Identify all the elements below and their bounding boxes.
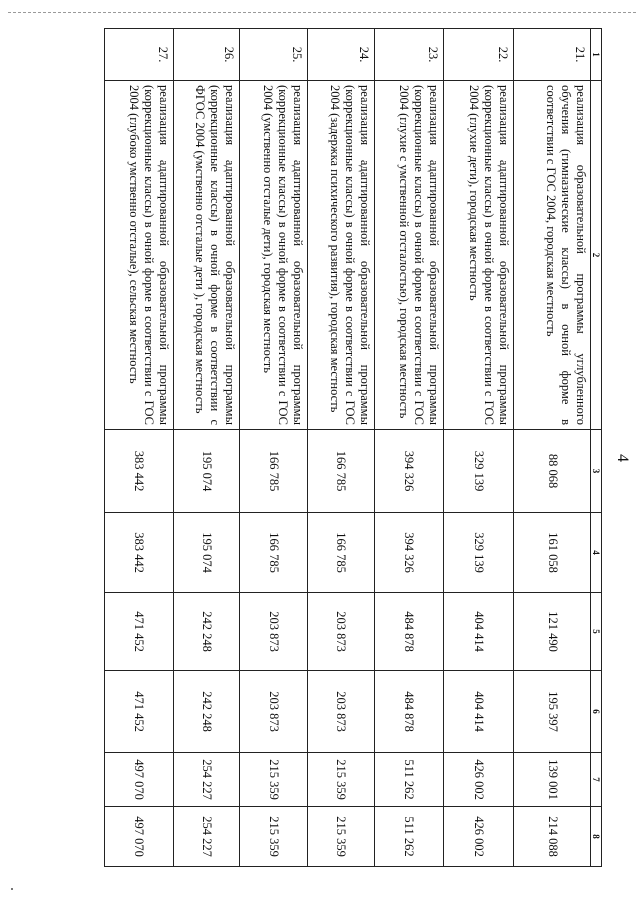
table-row: [308, 29, 375, 867]
value-cell: 242 248: [173, 593, 240, 671]
value-cell: 471 452: [105, 671, 174, 753]
value-cell: 166 785: [240, 513, 308, 593]
value-cell: 215 359: [308, 807, 375, 867]
value-cell: 329 139: [444, 430, 514, 513]
value-cell: 497 070: [105, 807, 174, 867]
header-col-5: 5: [591, 593, 602, 671]
row-number: 25.: [240, 29, 308, 81]
table-row: [514, 29, 591, 867]
value-cell: 426 002: [444, 753, 514, 807]
table-row: [444, 29, 514, 867]
value-cell: 404 414: [444, 671, 514, 753]
value-cell: 394 326: [374, 513, 444, 593]
value-cell: 203 873: [240, 593, 308, 671]
value-cell: 511 262: [374, 807, 444, 867]
table-row: [105, 29, 174, 867]
value-cell: 383 442: [105, 513, 174, 593]
value-cell: 254 227: [173, 753, 240, 807]
value-cell: 195 074: [173, 513, 240, 593]
row-number: 24.: [308, 29, 375, 81]
row-description: реализация адаптированной образовательной программы (коррекционные классы) в очной форме в соответствии с ГОС 2004 (умственно отсталые дети), городская местность: [240, 81, 308, 430]
header-col-3: 3: [591, 430, 602, 513]
value-cell: 484 878: [374, 593, 444, 671]
row-description: реализация адаптированной образовательной программы (коррекционные классы) в очной форме в соответствии с ГОС 2004 (глухие с умственной отсталостью), городская местность: [374, 81, 444, 430]
table-row: [374, 29, 444, 867]
value-cell: 215 359: [308, 753, 375, 807]
row-description: реализация адаптированной образовательной программы (коррекционные классы) в очной форме в соответствии с ГОС 2004 (глубоко умственно отсталые), сельская местность: [105, 81, 174, 430]
table-row: [173, 29, 240, 867]
value-cell: 203 873: [308, 593, 375, 671]
value-cell: 484 878: [374, 671, 444, 753]
margin-dot: [11, 888, 13, 890]
header-col-7: 7: [591, 753, 602, 807]
value-cell: 203 873: [240, 671, 308, 753]
row-number: 21.: [514, 29, 591, 81]
row-description: реализация адаптированной образовательной программы (коррекционные классы) в очной форме в соответствии с ФГОС 2004 (умственно отсталые дети ), городская местность: [173, 81, 240, 430]
row-description: реализация адаптированной образовательной программы (коррекционные классы) в очной форме в соответствии с ГОС 2004 (глухие дети), городская местность: [444, 81, 514, 430]
tariff-table: [104, 28, 602, 867]
value-cell: 426 002: [444, 807, 514, 867]
value-cell: 471 452: [105, 593, 174, 671]
header-col-6: 6: [591, 671, 602, 753]
value-cell: 166 785: [240, 430, 308, 513]
value-cell: 121 490: [514, 593, 591, 671]
value-cell: 215 359: [240, 807, 308, 867]
value-cell: 195 397: [514, 671, 591, 753]
value-cell: 215 359: [240, 753, 308, 807]
value-cell: 161 058: [514, 513, 591, 593]
row-description: реализация образовательной программы углубленного обучения (гимназические классы) в очной форме в соответствии с ГОС 2004, городская местность: [514, 81, 591, 430]
value-cell: 214 088: [514, 807, 591, 867]
table-row: [240, 29, 308, 867]
header-col-2: 2: [591, 81, 602, 430]
value-cell: 383 442: [105, 430, 174, 513]
value-cell: 394 326: [374, 430, 444, 513]
row-number: 26.: [173, 29, 240, 81]
value-cell: 139 001: [514, 753, 591, 807]
value-cell: 195 074: [173, 430, 240, 513]
value-cell: 242 248: [173, 671, 240, 753]
value-cell: 166 785: [308, 430, 375, 513]
row-description: реализация адаптированной образовательной программы (коррекционные классы) в очной форме в соответствии с ГОС 2004 (задержка психического развития), городская местность: [308, 81, 375, 430]
page-number: 4: [614, 454, 631, 462]
table-rotation-frame: [104, 28, 602, 866]
top-dashed-line: [8, 12, 636, 13]
value-cell: 166 785: [308, 513, 375, 593]
row-number: 23.: [374, 29, 444, 81]
header-col-4: 4: [591, 513, 602, 593]
header-row: [591, 29, 602, 867]
row-number: 22.: [444, 29, 514, 81]
rotated-table-container: [104, 28, 602, 866]
header-col-1: 1: [591, 29, 602, 81]
value-cell: 254 227: [173, 807, 240, 867]
value-cell: 497 070: [105, 753, 174, 807]
row-number: 27.: [105, 29, 174, 81]
value-cell: 511 262: [374, 753, 444, 807]
header-col-8: 8: [591, 807, 602, 867]
value-cell: 404 414: [444, 593, 514, 671]
value-cell: 203 873: [308, 671, 375, 753]
value-cell: 88 068: [514, 430, 591, 513]
value-cell: 329 139: [444, 513, 514, 593]
